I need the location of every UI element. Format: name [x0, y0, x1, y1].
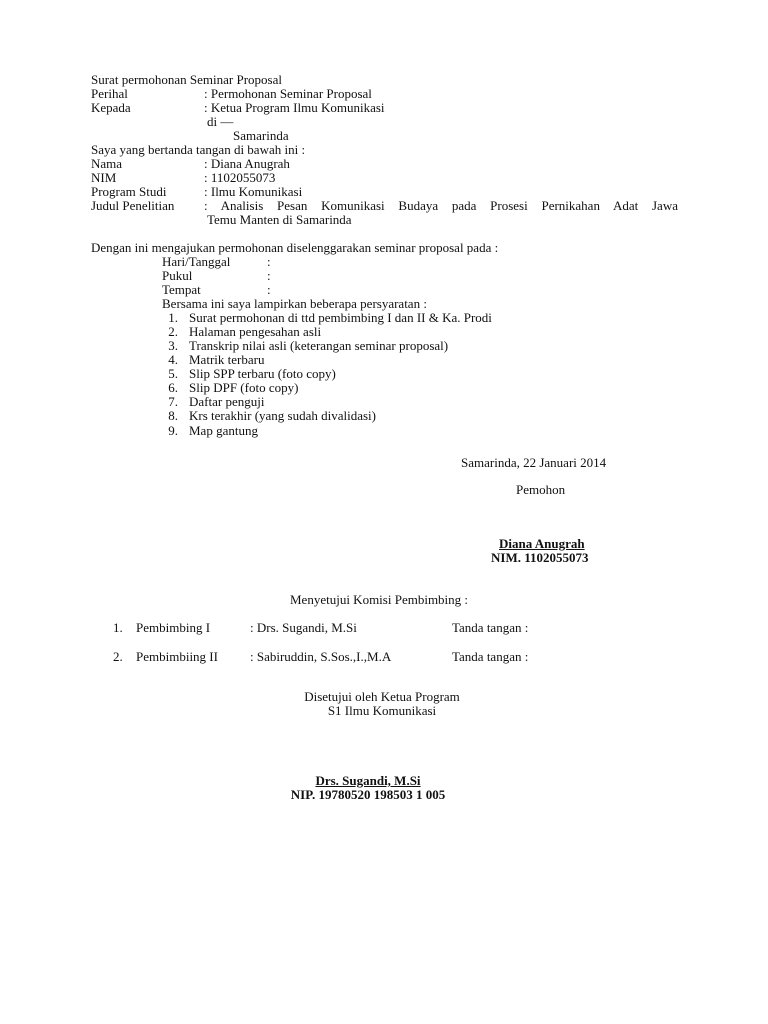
head-name: Drs. Sugandi, M.Si: [315, 773, 421, 788]
applicant-role: Pemohon: [516, 482, 566, 497]
tempat-label: Tempat: [162, 282, 201, 297]
list-item: Matrik terbaru: [189, 352, 265, 367]
list-item: Slip SPP terbaru (foto copy): [189, 366, 336, 381]
advisor-number: 1.: [113, 620, 123, 635]
prodi-value: : Ilmu Komunikasi: [204, 184, 303, 199]
advisor-signature-label: Tanda tangan :: [452, 649, 529, 664]
list-item: Krs terakhir (yang sudah divalidasi): [189, 408, 377, 423]
nim-label: NIM: [91, 170, 117, 185]
advisor-name: : Drs. Sugandi, M.Si: [250, 620, 357, 635]
list-item: Surat permohonan di ttd pembimbing I dan II & Ka. Prodi: [189, 310, 492, 325]
pukul-label: Pukul: [162, 268, 193, 283]
advisor-number: 2.: [113, 649, 123, 664]
list-item-number: 8.: [168, 408, 178, 423]
list-item-number: 4.: [168, 352, 178, 367]
nim-value: : 1102055073: [204, 170, 276, 185]
list-item: Map gantung: [189, 423, 258, 438]
hari-label: Hari/Tanggal: [162, 254, 231, 269]
applicant-nim: NIM. 1102055073: [491, 550, 589, 565]
city-line: Samarinda: [233, 128, 289, 143]
list-item-number: 9.: [168, 423, 178, 438]
di-line: di —: [207, 114, 234, 129]
judul-label: Judul Penelitian: [91, 198, 175, 213]
list-item: Slip DPF (foto copy): [189, 380, 299, 395]
list-item-number: 2.: [168, 324, 178, 339]
nama-value: : Diana Anugrah: [204, 156, 290, 171]
judul-value-line2: Temu Manten di Samarinda: [207, 212, 352, 227]
place-date: Samarinda, 22 Januari 2014: [461, 455, 607, 470]
letter-title: Surat permohonan Seminar Proposal: [91, 72, 282, 87]
nama-label: Nama: [91, 156, 123, 171]
advisor-role: Pembimbing I: [136, 620, 211, 635]
applicant-name: Diana Anugrah: [499, 536, 585, 551]
list-item-number: 5.: [168, 366, 178, 381]
hari-colon: :: [267, 254, 271, 269]
list-item-number: 1.: [168, 310, 178, 325]
list-item-number: 3.: [168, 338, 178, 353]
advisor-name: : Sabiruddin, S.Sos.,I.,M.A: [250, 649, 392, 664]
kepada-label: Kepada: [91, 100, 131, 115]
perihal-value: : Permohonan Seminar Proposal: [204, 86, 372, 101]
list-item-number: 6.: [168, 380, 178, 395]
list-item-number: 7.: [168, 394, 178, 409]
intro-text: Saya yang bertanda tangan di bawah ini :: [91, 142, 306, 157]
head-nip: NIP. 19780520 198503 1 005: [290, 787, 446, 802]
perihal-label: Perihal: [91, 86, 128, 101]
approval-heading: Menyetujui Komisi Pembimbing :: [290, 592, 469, 607]
kepada-value: : Ketua Program Ilmu Komunikasi: [204, 100, 385, 115]
list-item: Halaman pengesahan asli: [189, 324, 322, 339]
list-item: Daftar penguji: [189, 394, 265, 409]
pukul-colon: :: [267, 268, 271, 283]
head-approval-line2: S1 Ilmu Komunikasi: [327, 703, 437, 718]
advisor-signature-label: Tanda tangan :: [452, 620, 529, 635]
attachments-intro: Bersama ini saya lampirkan beberapa persyaratan :: [162, 296, 427, 311]
tempat-colon: :: [267, 282, 271, 297]
prodi-label: Program Studi: [91, 184, 167, 199]
request-line: Dengan ini mengajukan permohonan diselenggarakan seminar proposal pada :: [91, 240, 499, 255]
judul-value-line1: : Analisis Pesan Komunikasi Budaya pada Prosesi Pernikahan Adat Jawa: [204, 198, 678, 213]
list-item: Transkrip nilai asli (keterangan seminar proposal): [189, 338, 449, 353]
head-approval-line1: Disetujui oleh Ketua Program: [304, 689, 460, 704]
advisor-role: Pembimbiing II: [136, 649, 218, 664]
